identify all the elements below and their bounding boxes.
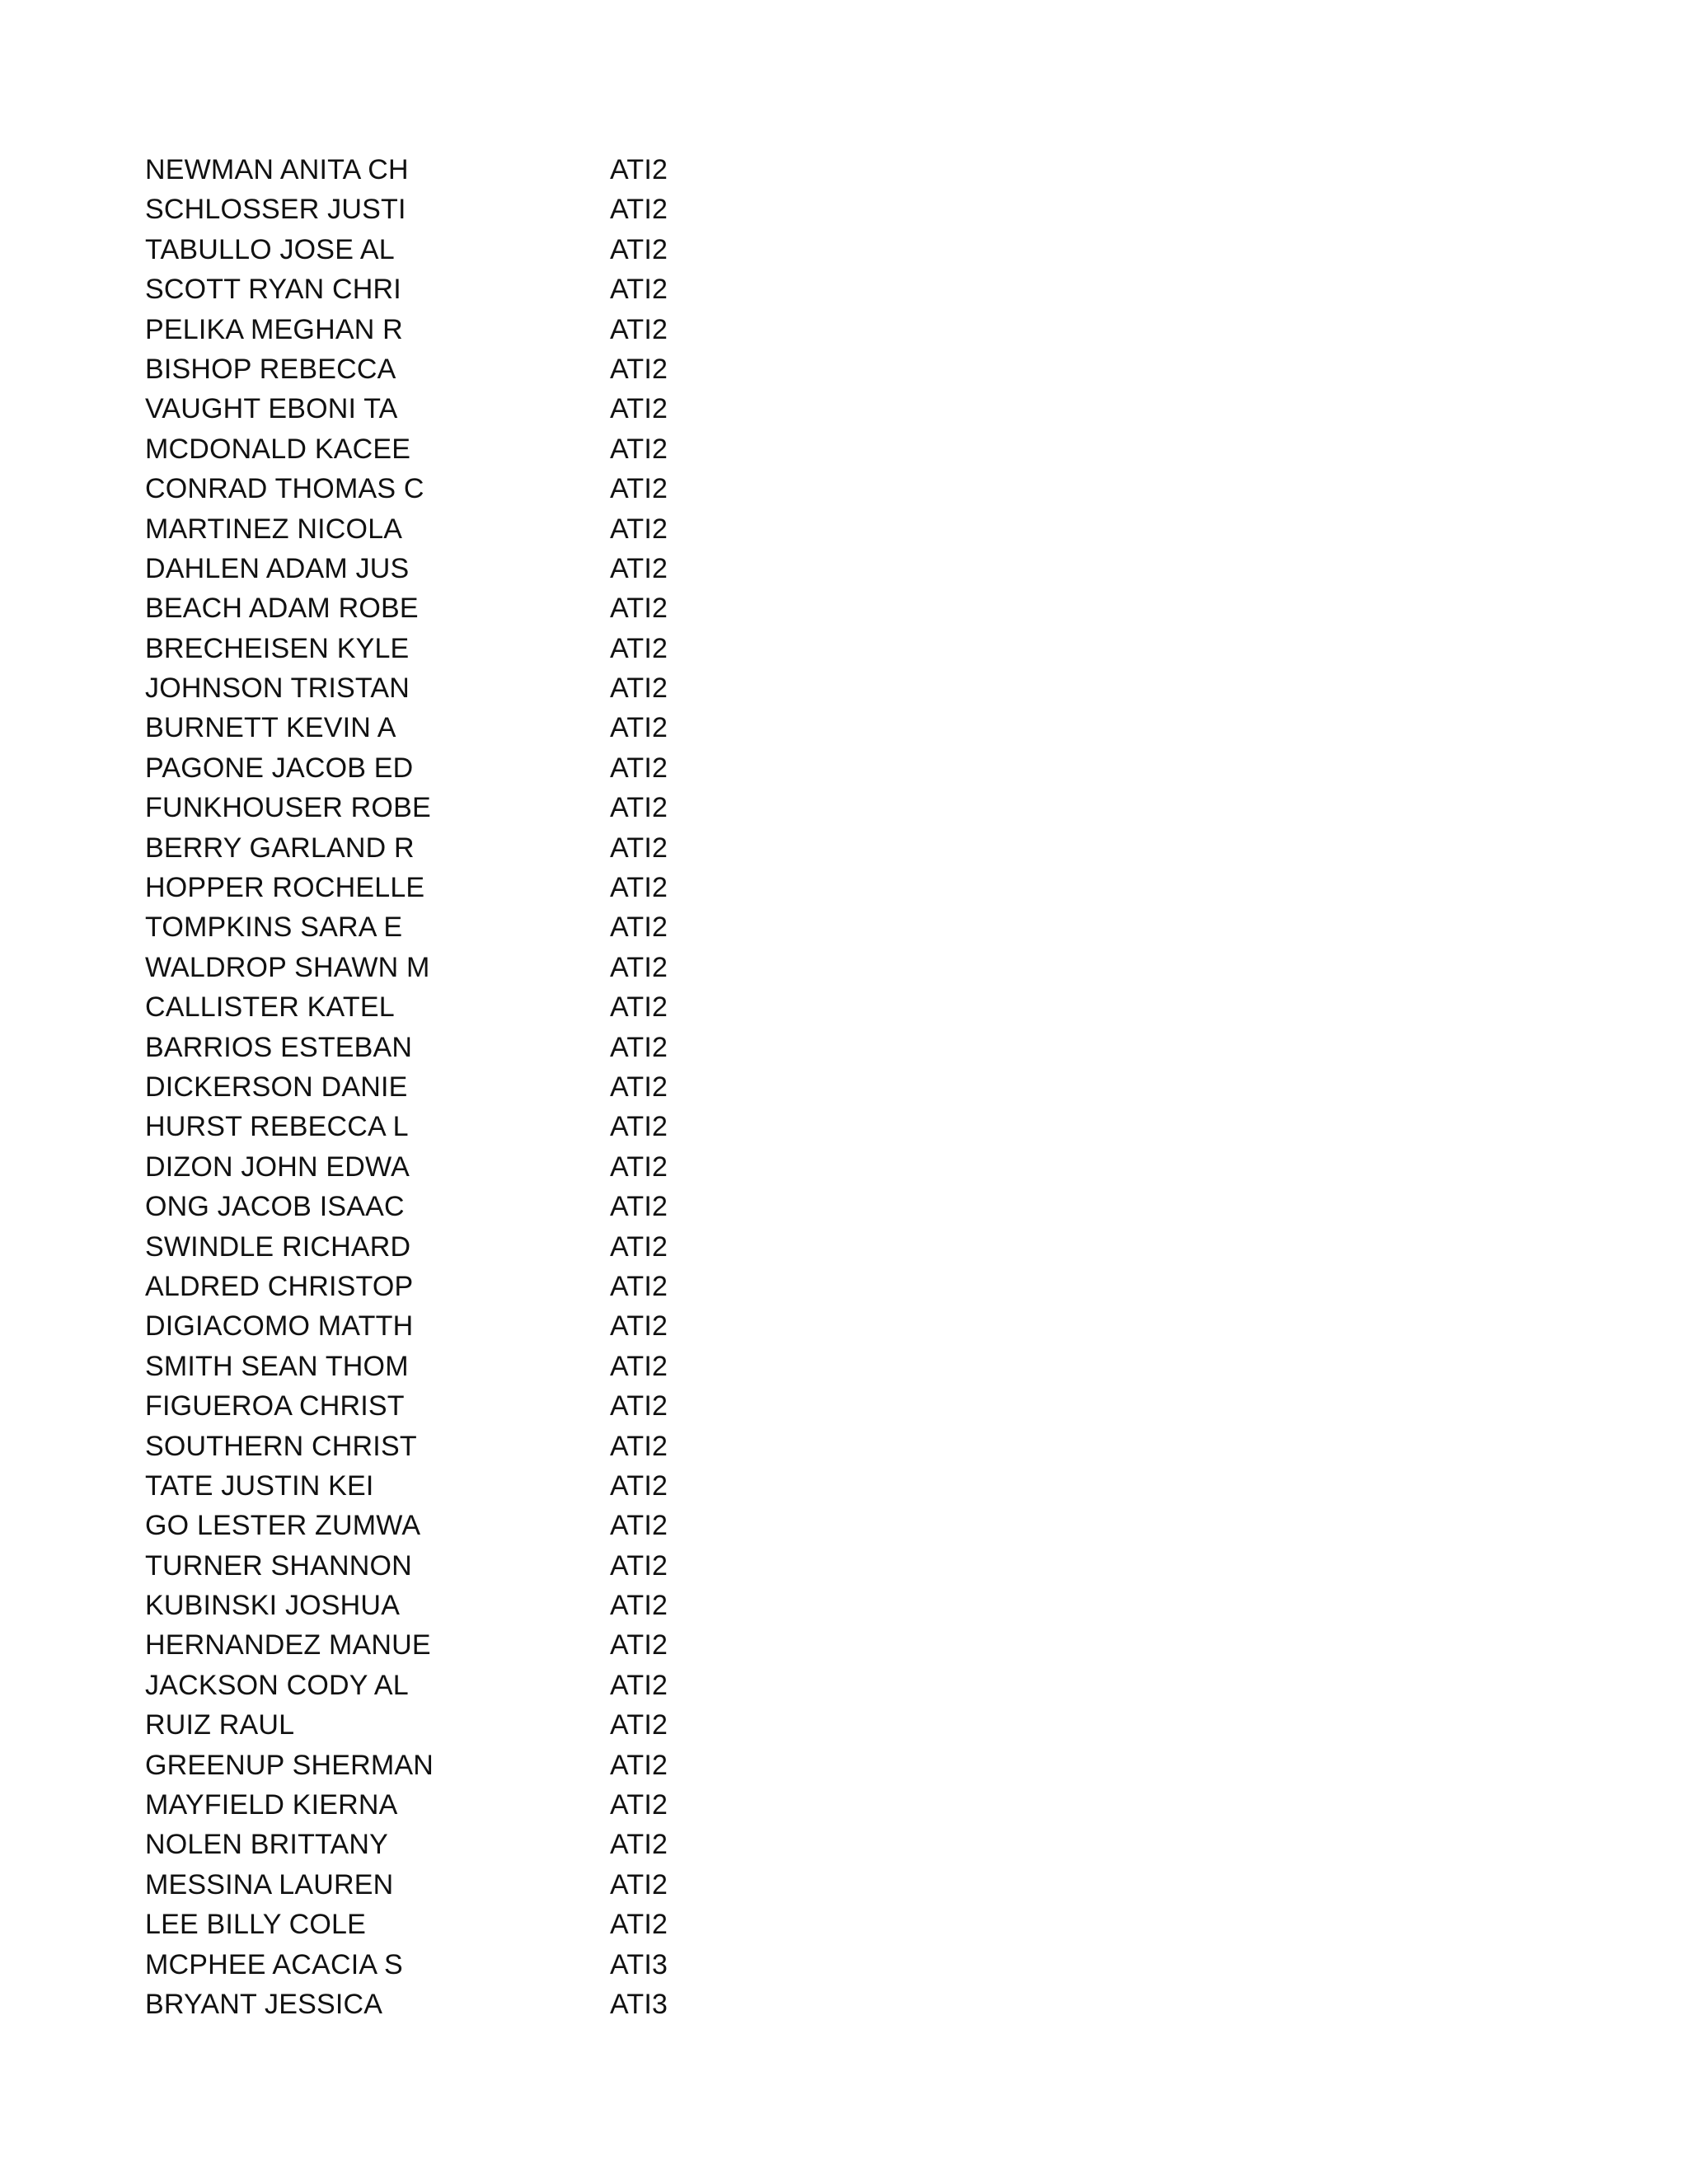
list-item: [145, 1306, 804, 1346]
list-item: [145, 788, 804, 827]
person-name: PELIKA MEGHAN R: [145, 313, 403, 345]
person-name: ALDRED CHRISTOP: [145, 1270, 414, 1302]
person-name: FUNKHOUSER ROBE: [145, 792, 431, 824]
list-item: [145, 1905, 804, 1944]
group-code: ATI2: [610, 1868, 668, 1900]
group-code: ATI2: [610, 1590, 668, 1622]
list-item: [145, 1785, 804, 1825]
list-item: [145, 987, 804, 1027]
person-name: MCDONALD KACEE: [145, 433, 411, 465]
person-name: GO LESTER ZUMWA: [145, 1510, 421, 1542]
group-code: ATI2: [610, 991, 668, 1024]
list-item: [145, 549, 804, 588]
group-code: ATI2: [610, 1270, 668, 1302]
list-item: [145, 828, 804, 868]
person-name: BARRIOS ESTEBAN: [145, 1031, 413, 1063]
list-item: [145, 1865, 804, 1905]
group-code: ATI2: [610, 1510, 668, 1542]
group-code: ATI2: [610, 1549, 668, 1582]
group-code: ATI2: [610, 1111, 668, 1143]
person-name: RUIZ RAUL: [145, 1709, 295, 1741]
group-code: ATI2: [610, 433, 668, 465]
group-code: ATI2: [610, 1469, 668, 1502]
group-code: ATI2: [610, 194, 668, 226]
person-name: BERRY GARLAND R: [145, 832, 415, 864]
person-name: MESSINA LAUREN: [145, 1868, 394, 1900]
person-name: JACKSON CODY AL: [145, 1669, 409, 1701]
group-code: ATI2: [610, 593, 668, 625]
person-name: FIGUEROA CHRIST: [145, 1390, 405, 1422]
group-code: ATI2: [610, 832, 668, 864]
group-code: ATI2: [610, 872, 668, 904]
person-name: WALDROP SHAWN M: [145, 951, 430, 983]
person-name: HOPPER ROCHELLE: [145, 872, 425, 904]
group-code: ATI2: [610, 951, 668, 983]
person-name: NEWMAN ANITA CH: [145, 154, 409, 185]
list-item: [145, 748, 804, 788]
person-name: HERNANDEZ MANUE: [145, 1629, 431, 1661]
person-name: SMITH SEAN THOM: [145, 1350, 409, 1382]
person-name: TURNER SHANNON: [145, 1549, 412, 1582]
list-item: [145, 948, 804, 987]
list-item: [145, 509, 804, 549]
person-name: BRECHEISEN KYLE: [145, 632, 410, 664]
group-code: ATI2: [610, 1829, 668, 1861]
group-code: ATI2: [610, 1789, 668, 1821]
list-item: [145, 190, 804, 229]
person-name: SCHLOSSER JUSTI: [145, 194, 406, 226]
list-item: [145, 429, 804, 469]
person-name: MARTINEZ NICOLA: [145, 513, 403, 545]
person-name: BEACH ADAM ROBE: [145, 593, 419, 625]
person-name: TATE JUSTIN KEI: [145, 1469, 374, 1502]
group-code: ATI2: [610, 752, 668, 784]
list-item: [145, 1825, 804, 1864]
person-name: HURST REBECCA L: [145, 1111, 409, 1143]
person-name: CALLISTER KATEL: [145, 991, 395, 1024]
list-item: [145, 1546, 804, 1586]
person-name: MCPHEE ACACIA S: [145, 1948, 403, 1980]
group-code: ATI2: [610, 1629, 668, 1661]
list-item: [145, 1586, 804, 1625]
list-item: [145, 1945, 804, 1985]
person-name: DICKERSON DANIE: [145, 1071, 408, 1103]
list-item: [145, 230, 804, 269]
group-code: ATI2: [610, 473, 668, 505]
list-item: [145, 708, 804, 748]
person-name: PAGONE JACOB ED: [145, 752, 414, 784]
person-name: BURNETT KEVIN A: [145, 712, 396, 744]
group-code: ATI2: [610, 233, 668, 265]
group-code: ATI2: [610, 552, 668, 584]
person-name: DAHLEN ADAM JUS: [145, 552, 410, 584]
list-item: [145, 1187, 804, 1226]
group-code: ATI2: [610, 393, 668, 425]
group-code: ATI2: [610, 912, 668, 944]
list-item: [145, 1625, 804, 1665]
group-code: ATI2: [610, 353, 668, 385]
list-item: [145, 629, 804, 668]
list-item: [145, 668, 804, 708]
list-item: [145, 1347, 804, 1386]
list-item: [145, 1506, 804, 1545]
person-name: CONRAD THOMAS C: [145, 473, 424, 505]
group-code: ATI2: [610, 274, 668, 306]
list-item: [145, 1067, 804, 1107]
list-item: [145, 907, 804, 947]
person-name: NOLEN BRITTANY: [145, 1829, 388, 1861]
person-name: BISHOP REBECCA: [145, 353, 396, 385]
list-item: [145, 868, 804, 907]
group-code: ATI2: [610, 712, 668, 744]
person-name: BRYANT JESSICA: [145, 1988, 383, 2020]
group-code: ATI2: [610, 1151, 668, 1183]
list-item: [145, 469, 804, 509]
group-code: ATI2: [610, 513, 668, 545]
name-code-list: [145, 150, 804, 2024]
person-name: SWINDLE RICHARD: [145, 1230, 411, 1263]
list-item: [145, 1147, 804, 1187]
list-item: [145, 1666, 804, 1705]
group-code: ATI2: [610, 1909, 668, 1941]
person-name: MAYFIELD KIERNA: [145, 1789, 398, 1821]
person-name: VAUGHT EBONI TA: [145, 393, 398, 425]
group-code: ATI2: [610, 1071, 668, 1103]
group-code: ATI2: [610, 1230, 668, 1263]
group-code: ATI2: [610, 1430, 668, 1462]
list-item: [145, 1267, 804, 1306]
list-item: [145, 389, 804, 429]
list-item: [145, 349, 804, 389]
group-code: ATI2: [610, 792, 668, 824]
group-code: ATI2: [610, 313, 668, 345]
list-item: [145, 1028, 804, 1067]
group-code: ATI3: [610, 1948, 668, 1980]
list-item: [145, 1427, 804, 1466]
group-code: ATI3: [610, 1988, 668, 2020]
list-item: [145, 1386, 804, 1426]
person-name: KUBINSKI JOSHUA: [145, 1590, 401, 1622]
list-item: [145, 150, 804, 190]
group-code: ATI2: [610, 1191, 668, 1223]
person-name: TOMPKINS SARA E: [145, 912, 403, 944]
person-name: DIZON JOHN EDWA: [145, 1151, 410, 1183]
list-item: [145, 1705, 804, 1745]
group-code: ATI2: [610, 1709, 668, 1741]
person-name: LEE BILLY COLE: [145, 1909, 367, 1941]
person-name: TABULLO JOSE AL: [145, 233, 395, 265]
list-item: [145, 1466, 804, 1506]
group-code: ATI2: [610, 154, 668, 185]
group-code: ATI2: [610, 1749, 668, 1781]
group-code: ATI2: [610, 1310, 668, 1343]
group-code: ATI2: [610, 632, 668, 664]
list-item: [145, 1985, 804, 2024]
person-name: SOUTHERN CHRIST: [145, 1430, 417, 1462]
person-name: DIGIACOMO MATTH: [145, 1310, 414, 1343]
list-item: [145, 1227, 804, 1267]
group-code: ATI2: [610, 1669, 668, 1701]
list-item: [145, 1107, 804, 1146]
person-name: ONG JACOB ISAAC: [145, 1191, 405, 1223]
person-name: SCOTT RYAN CHRI: [145, 274, 401, 306]
list-item: [145, 310, 804, 349]
person-name: GREENUP SHERMAN: [145, 1749, 434, 1781]
person-name: JOHNSON TRISTAN: [145, 673, 410, 705]
list-item: [145, 269, 804, 309]
list-item: [145, 588, 804, 628]
group-code: ATI2: [610, 1031, 668, 1063]
group-code: ATI2: [610, 1350, 668, 1382]
list-item: [145, 1746, 804, 1785]
group-code: ATI2: [610, 673, 668, 705]
group-code: ATI2: [610, 1390, 668, 1422]
